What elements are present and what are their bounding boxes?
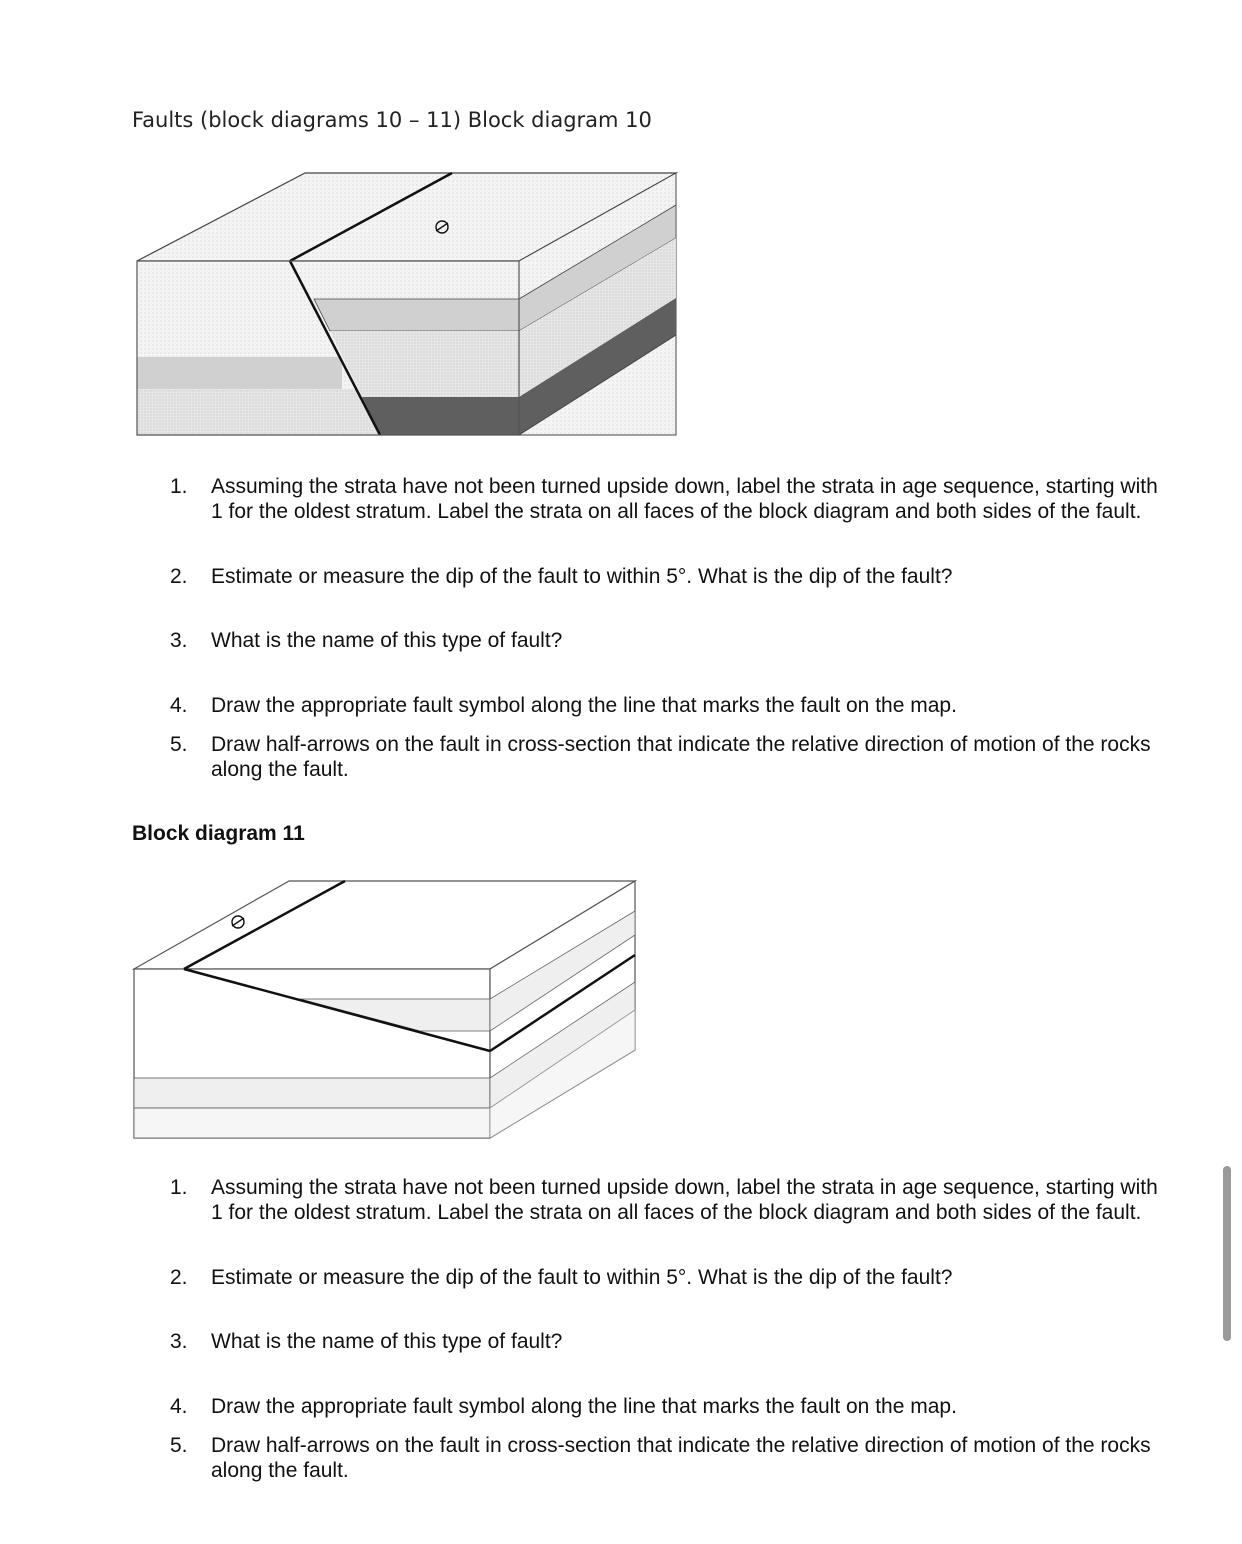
stratum-footwall-bottom: [134, 1108, 490, 1138]
section-heading: Block diagram 11: [132, 822, 305, 845]
stratum-footwall-light: [134, 1078, 490, 1108]
stratum-footwall-gray: [137, 357, 342, 389]
block-diagram-10: [130, 165, 690, 445]
vertical-scrollbar[interactable]: [1223, 1166, 1231, 1341]
stratum-hw-medium: [330, 331, 519, 397]
block-diagram-11: [130, 875, 640, 1145]
stratum-hw-dark: [362, 397, 519, 435]
stratum-footwall-lower: [137, 389, 380, 435]
stratum-hw-gray: [314, 299, 519, 331]
page-title: Faults (block diagrams 10 – 11) Block diagram 10: [132, 108, 652, 132]
